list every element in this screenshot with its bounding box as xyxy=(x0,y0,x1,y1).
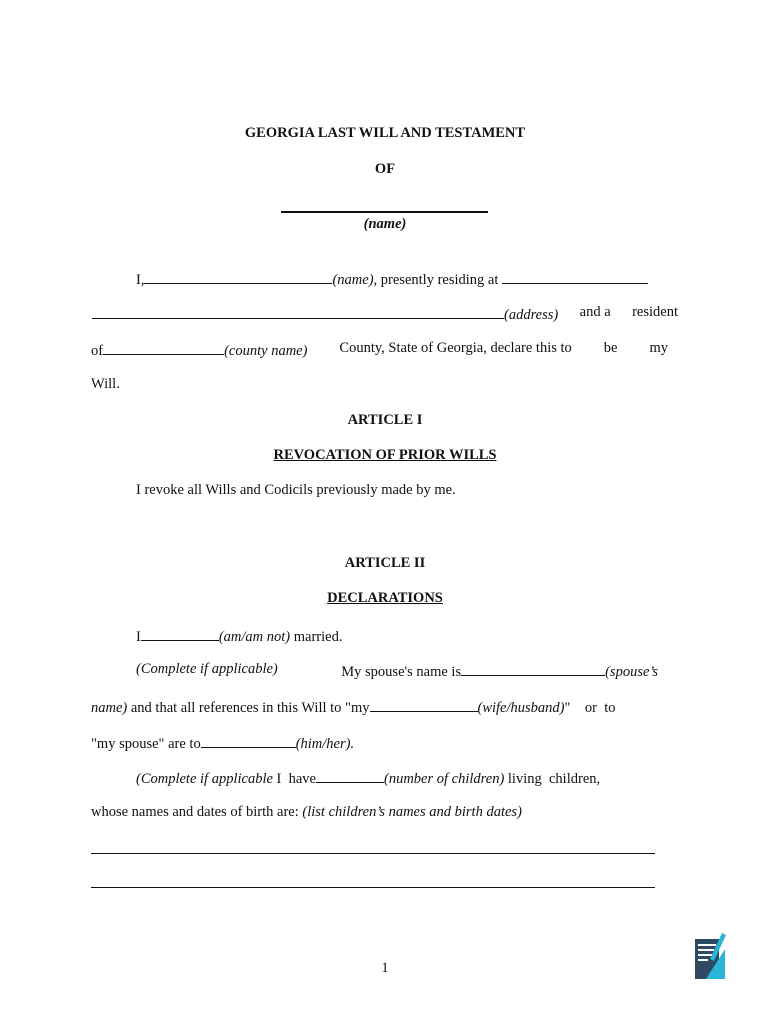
and-a-text: and a xyxy=(579,304,611,320)
intro-line-1 xyxy=(136,269,648,289)
my-text: my xyxy=(649,340,668,356)
married-i: I xyxy=(136,629,141,645)
article-1-text: I revoke all Wills and Codicils previously made by me. xyxy=(136,482,456,498)
my-spouse-text: "my spouse" are to xyxy=(91,736,201,752)
him-her-blank[interactable] xyxy=(201,733,296,748)
wife-husband-hint: (wife/husband) xyxy=(477,700,565,716)
married-suffix: married. xyxy=(290,629,343,645)
spouse-line-3 xyxy=(91,733,354,753)
county-hint: (county name) xyxy=(224,343,308,359)
children-text: living children, xyxy=(504,771,601,787)
spouse-hint-2: name) xyxy=(91,700,128,716)
name-caption: (name) xyxy=(363,216,407,232)
of-text: of xyxy=(91,343,104,359)
marital-status-line xyxy=(136,626,342,646)
spouse-hint-1: (spouse’s xyxy=(605,664,658,680)
page-number: 1 xyxy=(381,960,389,976)
intro-i: I, xyxy=(136,272,145,288)
intro-line-2 xyxy=(92,304,678,324)
name-hint: (name) xyxy=(332,272,374,288)
him-her-hint: (him/her). xyxy=(295,736,355,752)
be-text: be xyxy=(603,340,618,356)
dob-text: whose names and dates of birth are: xyxy=(91,804,303,820)
address-hint: (address) xyxy=(504,307,559,323)
children-hint: (number of children) xyxy=(384,771,505,787)
spouse-lead: (Complete if applicable) xyxy=(136,661,278,677)
spouse-name-blank[interactable] xyxy=(461,661,605,676)
article-1-subheading: REVOCATION OF PRIOR WILLS xyxy=(273,447,497,463)
testator-name-line[interactable] xyxy=(281,211,488,213)
county-blank[interactable] xyxy=(103,340,224,355)
article-2-heading: ARTICLE II xyxy=(344,555,426,571)
document-pen-icon xyxy=(692,931,728,981)
refs-text: and that all references in this Will to "my xyxy=(127,700,370,716)
spouse-line-1 xyxy=(136,661,658,681)
or-to-text: " or to xyxy=(564,700,616,716)
residing-text: , presently residing at xyxy=(373,272,499,288)
children-entry-line-2[interactable] xyxy=(91,887,655,888)
intro-line-3 xyxy=(91,340,668,360)
residence-blank[interactable] xyxy=(502,269,648,284)
children-count-blank[interactable] xyxy=(316,768,384,783)
children-i-have: I have xyxy=(272,771,316,787)
county-text: County, State of Georgia, declare this to xyxy=(339,340,572,356)
address-blank[interactable] xyxy=(92,304,504,319)
resident-text: resident xyxy=(632,304,678,320)
married-blank[interactable] xyxy=(141,626,219,641)
of-heading: OF xyxy=(374,161,396,177)
children-lead: (Complete if applicable xyxy=(136,771,273,787)
document-title: GEORGIA LAST WILL AND TESTAMENT xyxy=(244,125,526,141)
article-2-subheading: DECLARATIONS xyxy=(327,590,443,606)
married-hint: (am/am not) xyxy=(218,629,291,645)
spouse-text: My spouse's name is xyxy=(341,664,462,680)
will-word: Will. xyxy=(91,376,120,392)
children-line-2 xyxy=(91,804,522,821)
children-line-1 xyxy=(136,768,600,788)
children-entry-line-1[interactable] xyxy=(91,853,655,854)
dob-hint: (list children’s names and birth dates) xyxy=(302,804,522,820)
name-blank[interactable] xyxy=(144,269,332,284)
wife-husband-blank[interactable] xyxy=(370,697,478,712)
spouse-line-2 xyxy=(91,697,616,717)
article-1-heading: ARTICLE I xyxy=(347,412,423,428)
